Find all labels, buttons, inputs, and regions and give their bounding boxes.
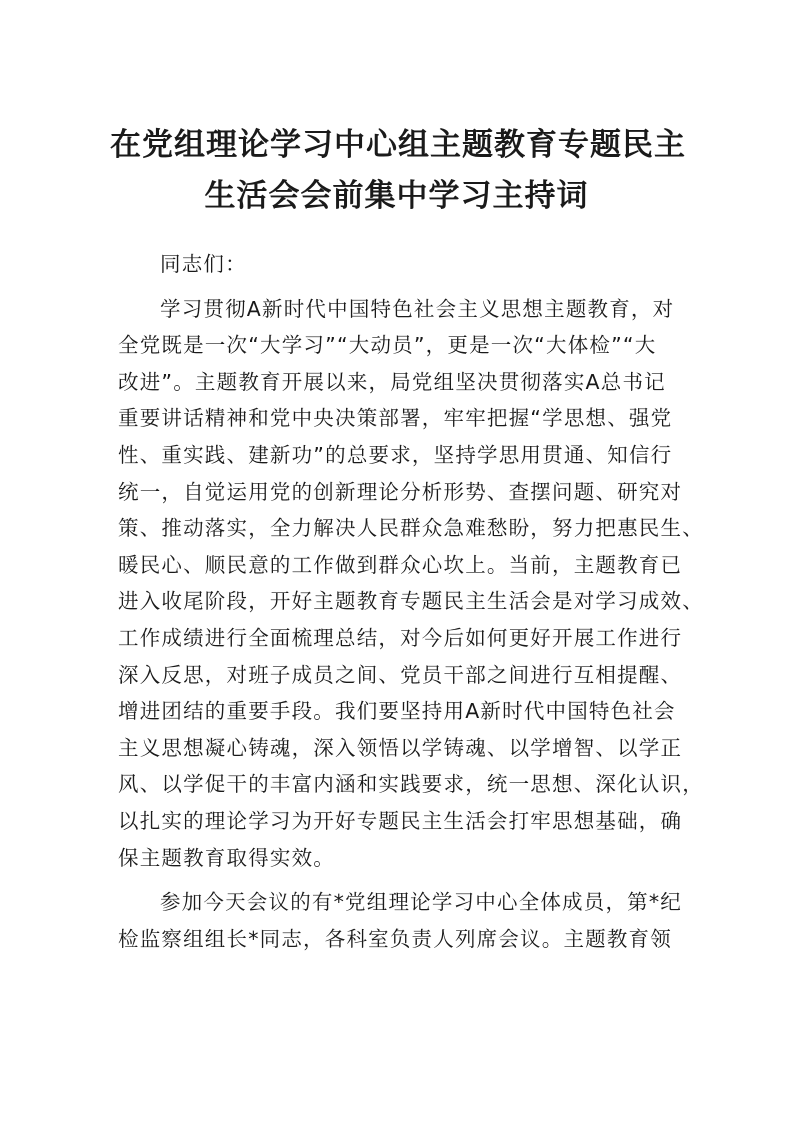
paragraph-2: [118, 884, 682, 957]
document-title-line-1: 在党组理论学习中心组主题教育专题民主: [110, 127, 686, 163]
paragraph-line: 改进”。主题教育开展以来，局党组坚决贯彻落实A总书记: [118, 369, 666, 394]
salutation: [118, 246, 678, 283]
paragraph-line: 全党既是一次“大学习”“大动员”，更是一次“大体检”“大: [118, 333, 657, 358]
paragraph-line: 风、以学促干的丰富内涵和实践要求，统一思想、深化认识，: [118, 772, 704, 797]
paragraph-line: 重要讲话精神和党中央决策部署，牢牢把握“学思想、强党: [118, 406, 673, 431]
paragraph-line: 进入收尾阶段，开好主题教育专题民主生活会是对学习成效、: [118, 589, 704, 614]
paragraph-line: 参加今天会议的有*党组理论学习中心全体成员，第*纪: [160, 890, 682, 915]
paragraph-1: [118, 291, 704, 877]
paragraph-line: 深入反思，对班子成员之间、党员干部之间进行互相提醒、: [118, 662, 683, 687]
paragraph-line: 以扎实的理论学习为开好专题民主生活会打牢思想基础，确: [118, 808, 683, 833]
document-title-line-2: 生活会会前集中学习主持词: [204, 178, 589, 214]
paragraph-line: 工作成绩进行全面梳理总结，对今后如何更好开展工作进行: [118, 625, 683, 650]
paragraph-line: 性、重实践、建新功”的总要求，坚持学思用贯通、知信行: [118, 442, 673, 467]
paragraph-line: 保主题教育取得实效。: [118, 845, 335, 870]
paragraph-line: 增进团结的重要手段。我们要坚持用A新时代中国特色社会: [118, 699, 676, 724]
paragraph-line: 学习贯彻A新时代中国特色社会主义思想主题教育，对: [160, 296, 675, 321]
document-body: [118, 246, 704, 957]
paragraph-line: 主义思想凝心铸魂，深入领悟以学铸魂、以学增智、以学正: [118, 735, 683, 760]
paragraph-line: 策、推动落实，全力解决人民群众急难愁盼，努力把惠民生、: [118, 516, 704, 541]
salutation-text: 同志们：: [160, 252, 247, 276]
paragraph-line: 检监察组组长*同志，各科室负责人列席会议。主题教育领: [118, 926, 672, 951]
paragraph-line: 统一，自觉运用党的创新理论分析形势、查摆问题、研究对: [118, 479, 683, 504]
paragraph-line: 暖民心、顺民意的工作做到群众心坎上。当前，主题教育已: [118, 552, 683, 577]
